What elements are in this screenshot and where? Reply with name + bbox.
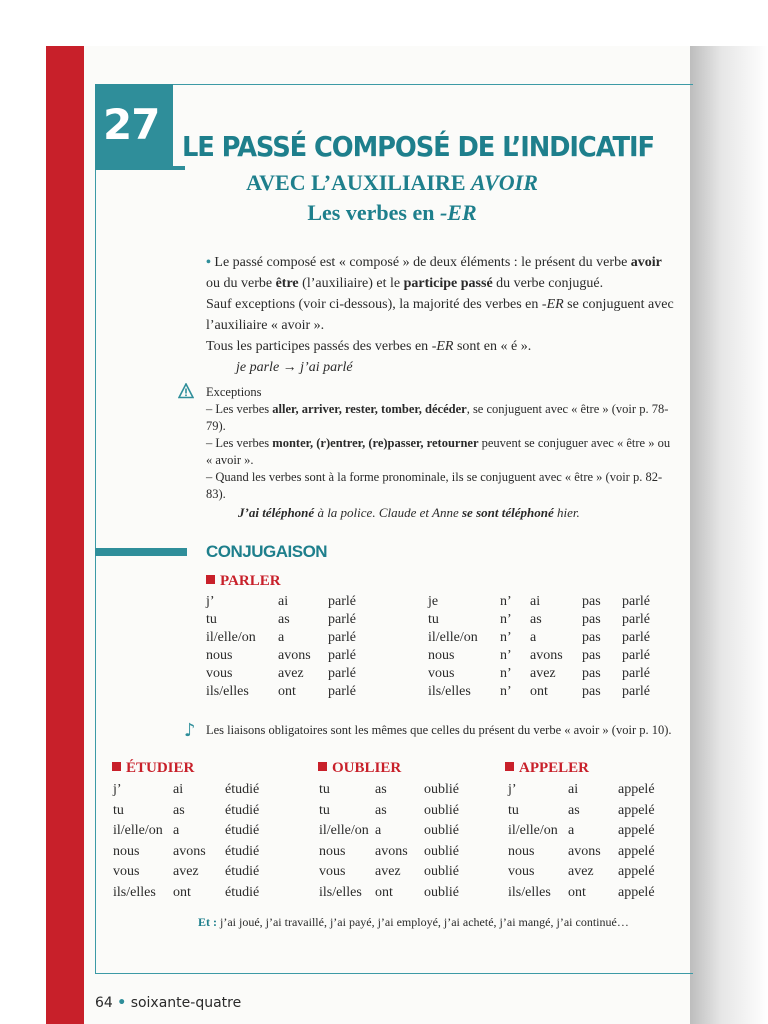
conjugation-cell: étudié <box>225 864 260 879</box>
exception-example <box>206 504 674 521</box>
conjugation-cell: ai <box>530 594 541 609</box>
intro-paragraph-1 <box>206 252 676 294</box>
conjugation-cell: vous <box>428 666 455 681</box>
text-run: à la police. Claude et Anne <box>314 505 462 520</box>
conjugation-cell: il/elle/on <box>428 630 478 645</box>
conjugation-cell: il/elle/on <box>508 823 558 838</box>
conjugation-cell: j’ <box>508 782 517 797</box>
conjugation-cell: oublié <box>424 782 459 797</box>
conjugation-cell: appelé <box>618 843 655 859</box>
conjugation-cell: as <box>568 802 580 818</box>
footer-dot: • <box>117 995 127 1011</box>
conjugation-cell: n’ <box>500 594 512 609</box>
examples-label: Et : <box>198 915 217 929</box>
conjugation-cell: ils/elles <box>206 684 249 699</box>
page-edge-shadow <box>690 46 768 1024</box>
square-bullet-icon <box>206 575 215 584</box>
text-run: Tous les participes passés des verbes en <box>206 339 432 354</box>
page-subtitle-2 <box>182 200 602 226</box>
conjugation-cell: parlé <box>328 684 356 699</box>
conjugation-cell: je <box>428 594 439 609</box>
conjugation-cell: étudié <box>225 843 260 859</box>
text-bold: J’ai téléphoné <box>238 505 315 520</box>
conjugation-cell: étudié <box>225 884 260 900</box>
warning-triangle-icon <box>178 383 194 399</box>
conjugation-cell: étudié <box>225 782 260 797</box>
verb-heading-label: OUBLIER <box>332 760 402 776</box>
text-bold: aller, arriver, rester, tomber, décéder <box>272 402 467 416</box>
page-number-words: soixante-quatre <box>130 995 242 1011</box>
examples-text: j’ai joué, j’ai travaillé, j’ai payé, j’ai employé, j’ai acheté, j’ai mangé, j’ai continué… <box>217 915 629 929</box>
verb-heading-label: PARLER <box>220 573 281 589</box>
page-subtitle <box>182 170 602 196</box>
text-run: – Les verbes <box>206 402 273 416</box>
conjugation-cell: parlé <box>622 684 650 699</box>
conjugation-cell: appelé <box>618 823 655 838</box>
conjugation-cell: ont <box>278 684 296 699</box>
conjugation-cell: pas <box>582 594 601 609</box>
text-run: Le passé composé est « composé » de deux éléments : le présent du verbe <box>210 255 631 270</box>
conjugation-cell: ils/elles <box>319 884 362 900</box>
examples-line <box>198 915 668 930</box>
conjugaison-bar <box>95 548 187 556</box>
page-footer <box>95 995 241 1011</box>
conjugation-cell: pas <box>582 648 601 663</box>
text-bold: participe passé <box>403 276 493 291</box>
conjugation-cell: parlé <box>622 612 650 627</box>
conjugation-cell: parlé <box>328 612 356 627</box>
conjugation-cell: parlé <box>622 630 650 645</box>
conjugation-cell: parlé <box>328 648 356 663</box>
conjugation-cell: appelé <box>618 802 655 818</box>
conjugation-cell: as <box>375 802 387 818</box>
conjugation-cell: tu <box>508 802 519 818</box>
subtitle-prefix: AVEC L’AUXILIAIRE <box>246 170 472 195</box>
conjugation-cell: as <box>278 612 290 627</box>
conjugation-cell: il/elle/on <box>113 823 163 838</box>
conjugation-cell: avons <box>173 843 206 859</box>
exceptions-heading: Exceptions <box>206 385 262 399</box>
conjugation-cell: parlé <box>328 630 356 645</box>
conjugation-cell: étudié <box>225 823 260 838</box>
conjugation-cell: nous <box>508 843 535 859</box>
text-bold: monter, (r)entrer, (re)passer, retourner <box>272 436 479 450</box>
conjugation-cell: ont <box>530 684 548 699</box>
text-run: (l’auxiliaire) et le <box>298 276 404 291</box>
conjugation-cell: parlé <box>622 648 650 663</box>
conjugation-cell: avez <box>173 864 199 879</box>
text-run: peuvent se conjuguer avec « être » ou « avoir ». <box>206 436 671 467</box>
conjugation-cell: ont <box>173 884 191 900</box>
verb-heading-label: APPELER <box>519 760 590 776</box>
conjugation-cell: avez <box>530 666 556 681</box>
conjugation-cell: a <box>568 823 575 838</box>
conjugation-cell: tu <box>206 612 217 627</box>
intro-text <box>206 252 676 378</box>
conjugation-cell: appelé <box>618 884 655 900</box>
text-run: sont en « é ». <box>453 339 532 354</box>
conjugation-cell: ai <box>173 782 184 797</box>
exceptions-block <box>206 384 674 521</box>
intro-paragraph-3 <box>206 336 676 357</box>
conjugation-cell: avons <box>568 843 601 859</box>
chapter-number: 27 <box>103 100 160 149</box>
conjugation-cell: étudié <box>225 802 260 818</box>
exception-1 <box>206 401 674 435</box>
text-run: Sauf exceptions (voir ci-dessous), la majorité des verbes en <box>206 297 542 312</box>
conjugation-cell: ai <box>568 782 579 797</box>
conjugation-cell: avez <box>568 864 594 879</box>
conjugation-cell: tu <box>319 782 330 797</box>
conjugation-cell: parlé <box>328 594 356 609</box>
conjugation-cell: pas <box>582 684 601 699</box>
conjugation-cell: il/elle/on <box>206 630 256 645</box>
conjugation-cell: ont <box>568 884 586 900</box>
conjugation-cell: nous <box>113 843 140 859</box>
conjugation-cell: nous <box>428 648 455 663</box>
conjugation-cell: j’ <box>206 594 215 609</box>
text-bold: avoir <box>630 255 662 270</box>
conjugation-cell: ai <box>278 594 289 609</box>
chapter-number-box <box>95 84 173 166</box>
conjugation-cell: appelé <box>618 864 655 879</box>
conjugation-cell: nous <box>319 843 346 859</box>
conjugation-cell: avons <box>278 648 311 663</box>
verb-heading-parler <box>206 573 281 590</box>
conjugation-cell: pas <box>582 630 601 645</box>
page-title: LE PASSÉ COMPOSÉ DE L’INDICATIF <box>182 130 654 163</box>
conjugation-cell: as <box>530 612 542 627</box>
conjugation-cell: avons <box>530 648 563 663</box>
conjugation-cell: il/elle/on <box>319 823 369 838</box>
text-run: , se conjuguent avec « être » (voir p. 78-79). <box>206 402 669 433</box>
conjugation-cell: pas <box>582 612 601 627</box>
conjugation-cell: n’ <box>500 630 512 645</box>
musical-note-icon: ♪ <box>184 720 196 741</box>
conjugation-cell: n’ <box>500 684 512 699</box>
conjugation-cell: ils/elles <box>113 884 156 900</box>
text-italic: -ER <box>431 339 454 354</box>
conjugation-cell: parlé <box>622 666 650 681</box>
conjugation-cell: pas <box>582 666 601 681</box>
square-bullet-icon <box>318 762 327 771</box>
conjugation-cell: vous <box>319 864 346 879</box>
conjugation-cell: avez <box>375 864 401 879</box>
conjugation-cell: a <box>278 630 285 645</box>
conjugation-cell: appelé <box>618 782 655 797</box>
title-band <box>95 166 185 170</box>
conjugation-cell: a <box>530 630 537 645</box>
subtitle2-prefix: Les verbes en <box>307 200 440 225</box>
conjugation-cell: tu <box>428 612 439 627</box>
conjugation-cell: a <box>173 823 180 838</box>
text-run: du verbe conjugué. <box>492 276 604 291</box>
exception-3: – Quand les verbes sont à la forme pronominale, ils se conjuguent avec « être » (voir p. 82-83). <box>206 470 663 501</box>
subtitle2-emphasis: -ER <box>439 200 477 225</box>
conjugaison-title: CONJUGAISON <box>206 542 328 561</box>
verb-heading-etudier <box>112 760 194 777</box>
conjugation-cell: parlé <box>622 594 650 609</box>
conjugation-cell: a <box>375 823 382 838</box>
conjugation-cell: ils/elles <box>508 884 551 900</box>
verb-heading-oublier <box>318 760 401 777</box>
conjugation-cell: vous <box>206 666 233 681</box>
conjugation-cell: as <box>173 802 185 818</box>
conjugation-cell: vous <box>508 864 535 879</box>
text-run: se conjuguent avec l’auxiliaire « avoir ». <box>206 297 674 333</box>
conjugation-cell: avons <box>375 843 408 859</box>
intro-example: je parle → j’ai parlé <box>236 360 353 375</box>
liaison-note: Les liaisons obligatoires sont les mêmes que celles du présent du verbe « avoir » (voir p. 10). <box>206 723 672 737</box>
conjugation-cell: n’ <box>500 666 512 681</box>
conjugation-cell: vous <box>113 864 140 879</box>
text-run: – Les verbes <box>206 436 273 450</box>
conjugation-cell: tu <box>319 802 330 818</box>
conjugation-cell: oublié <box>424 843 459 859</box>
conjugation-cell: n’ <box>500 612 512 627</box>
square-bullet-icon <box>112 762 121 771</box>
square-bullet-icon <box>505 762 514 771</box>
conjugation-cell: oublié <box>424 802 459 818</box>
conjugation-cell: ils/elles <box>428 684 471 699</box>
page-number: 64 <box>95 995 113 1011</box>
conjugation-cell: oublié <box>424 884 459 900</box>
conjugation-cell: j’ <box>113 782 122 797</box>
text-bold: être <box>275 276 299 291</box>
conjugation-cell: as <box>375 782 387 797</box>
text-run: ou du verbe <box>206 276 276 291</box>
conjugation-cell: oublié <box>424 823 459 838</box>
subtitle-emphasis: AVOIR <box>471 170 538 195</box>
intro-paragraph-2 <box>206 294 676 336</box>
conjugation-cell: oublié <box>424 864 459 879</box>
conjugation-cell: tu <box>113 802 124 818</box>
text-bold: se sont téléphoné <box>461 505 554 520</box>
conjugation-cell: parlé <box>328 666 356 681</box>
conjugation-cell: n’ <box>500 648 512 663</box>
text-run: hier. <box>553 505 580 520</box>
exception-2 <box>206 435 674 469</box>
conjugation-cell: ont <box>375 884 393 900</box>
verb-heading-label: ÉTUDIER <box>126 760 195 776</box>
conjugation-cell: avez <box>278 666 304 681</box>
text-italic: -ER <box>541 297 564 312</box>
red-spine-band <box>46 46 84 1024</box>
bullet: • <box>206 255 211 270</box>
conjugation-cell: nous <box>206 648 233 663</box>
verb-heading-appeler <box>505 760 589 777</box>
